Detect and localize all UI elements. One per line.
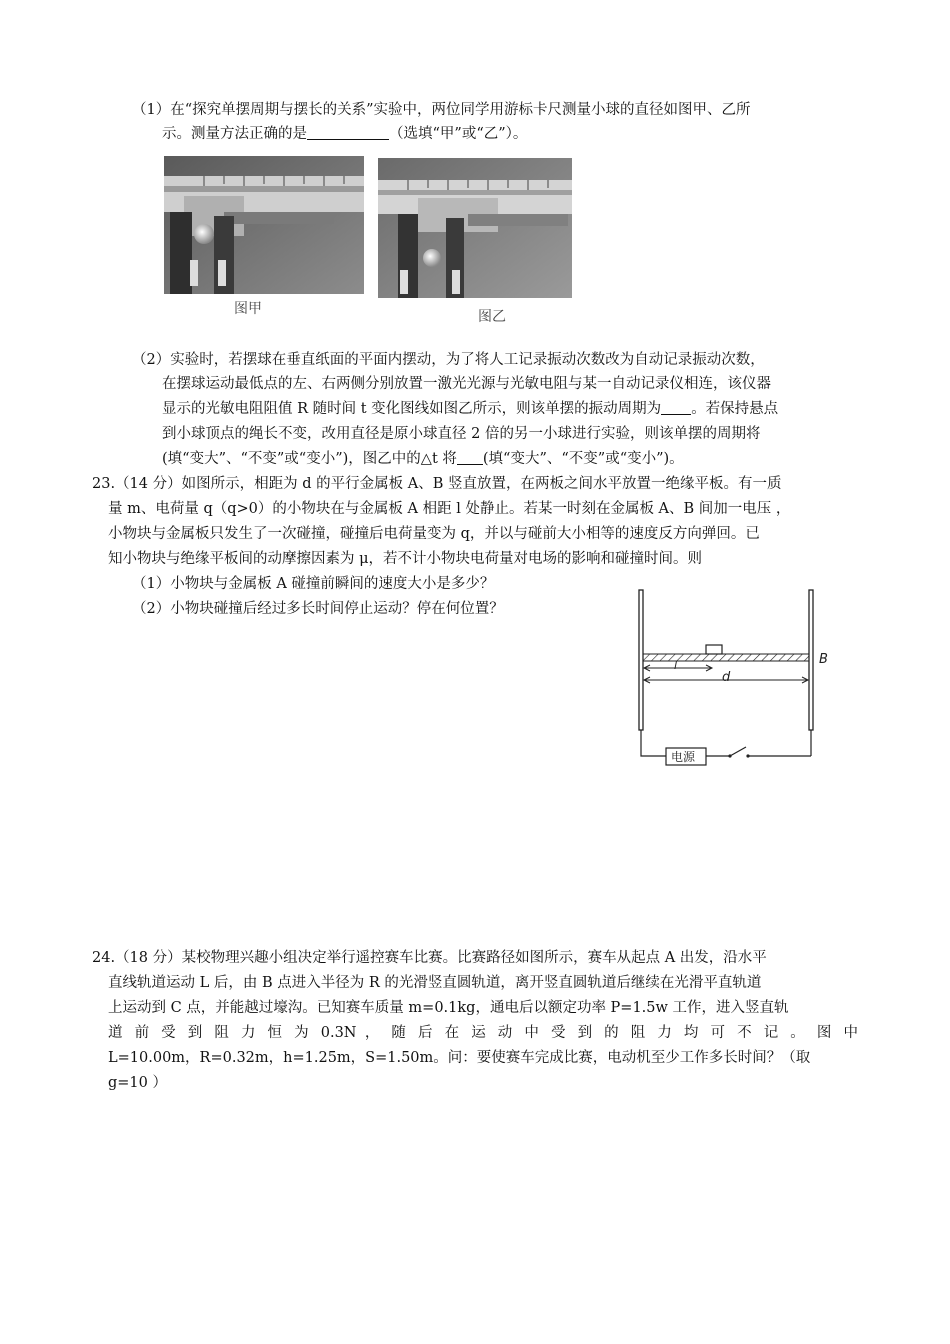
q24-line5: L=10.00m，R=0.32m，h=1.25m，S=1.50m。问：要使赛车完成比赛，电动机至少工作多长时间？（取	[108, 1050, 811, 1066]
vernier-caliper-photo-jia	[164, 156, 364, 294]
q22-part1-line1: （1）在“探究单摆周期与摆长的关系”实验中，两位同学用游标卡尺测量小球的直径如图甲、乙所	[132, 102, 751, 118]
answer-blank-1	[307, 125, 389, 140]
plate-b	[809, 590, 813, 730]
q22-part2-text-a: 显示的光敏电阻阻值 R 随时间 t 变化图线如图乙所示，则该单摆的振动周期为	[162, 401, 662, 417]
switch-contact-left	[728, 754, 731, 757]
q22-part2-text-d: (填“变大”、“不变”或“变小”)。	[482, 451, 684, 467]
q23-line2: 量 m、电荷量 q（q>0）的小物块在与金属板 A 相距 l 处静止。若某一时刻在金属板 A、B 间加一电压 ，	[108, 501, 791, 517]
q23-sub2: （2）小物块碰撞后经过多长时间停止运动？停在何位置？	[132, 601, 504, 617]
switch-contact-right	[746, 754, 749, 757]
answer-blank-2	[661, 400, 691, 415]
vernier-caliper-photo-yi	[378, 158, 572, 298]
q24-line3: 上运动到 C 点，并能越过壕沟。已知赛车质量 m=0.1kg，通电后以额定功率 P=1.5w 工作，进入竖直轨	[108, 1000, 789, 1016]
q24-line4: 道 前 受 到 阻 力 恒 为 0.3N ， 随 后 在 运 动 中 受 到 的 阻 力 均 可 不 记 。 图 中	[108, 1025, 858, 1041]
q22-part2-line4: 到小球顶点的绳长不变，改用直径是原小球直径 2 倍的另一小球进行实验，则该单摆的周期将	[162, 426, 761, 442]
power-supply-label: 电源	[671, 750, 696, 764]
q23-line3: 小物块与金属板只发生了一次碰撞，碰撞后电荷量变为 q，并以与碰前大小相等的速度反方向弹回。已	[108, 526, 760, 542]
q22-part2-line1: （2）实验时，若摆球在垂直纸面的平面内摆动，为了将人工记录振动次数改为自动记录振动次数，	[132, 352, 765, 368]
plate-a	[639, 590, 643, 730]
distance-d-label: d	[722, 670, 731, 685]
q24-line2: 直线轨道运动 L 后，由 B 点进入半径为 R 的光滑竖直圆轨道，离开竖直圆轨道后继续在光滑平直轨道	[108, 975, 762, 991]
q22-part2-line3	[162, 399, 778, 419]
q23-line1: 23.（14 分）如图所示，相距为 d 的平行金属板 A、B 竖直放置，在两板之间水平放置一绝缘平板。有一质	[92, 476, 782, 492]
q24-line1: 24.（18 分）某校物理兴趣小组决定举行遥控赛车比赛。比赛路径如图所示，赛车从起点 A 出发，沿水平	[92, 950, 767, 966]
q22-part2-line5	[162, 449, 684, 469]
fig-caption-yi: 图乙	[478, 309, 506, 325]
q22-part2-text-c: (填“变大”、“不变”或“变小”)，图乙中的△t 将	[162, 451, 457, 467]
insulating-plate	[643, 654, 809, 661]
q22-part2-line2: 在摆球运动最低点的左、右两侧分别放置一激光光源与光敏电阻与某一自动记录仪相连，该仪器	[162, 376, 771, 392]
parallel-plates-diagram	[626, 584, 840, 774]
plate-b-label: B	[819, 652, 828, 667]
answer-blank-3	[457, 450, 483, 465]
q23-sub1: （1）小物块与金属板 A 碰撞前瞬间的速度大小是多少？	[132, 576, 495, 592]
q22-part1-text-b: （选填“甲”或“乙”）。	[389, 126, 528, 142]
q24-line6: g=10 ）	[108, 1075, 167, 1091]
q22-part2-text-b: 。若保持悬点	[691, 401, 779, 417]
q22-part1-text-a: 示。测量方法正确的是	[162, 126, 307, 142]
fig-caption-jia: 图甲	[234, 301, 262, 317]
q22-part1-line2	[162, 124, 527, 144]
q23-line4: 知小物块与绝缘平板间的动摩擦因素为 μ，若不计小物块电荷量对电场的影响和碰撞时间。则	[108, 551, 703, 567]
small-block	[706, 645, 722, 654]
distance-l-label: l	[674, 659, 678, 672]
